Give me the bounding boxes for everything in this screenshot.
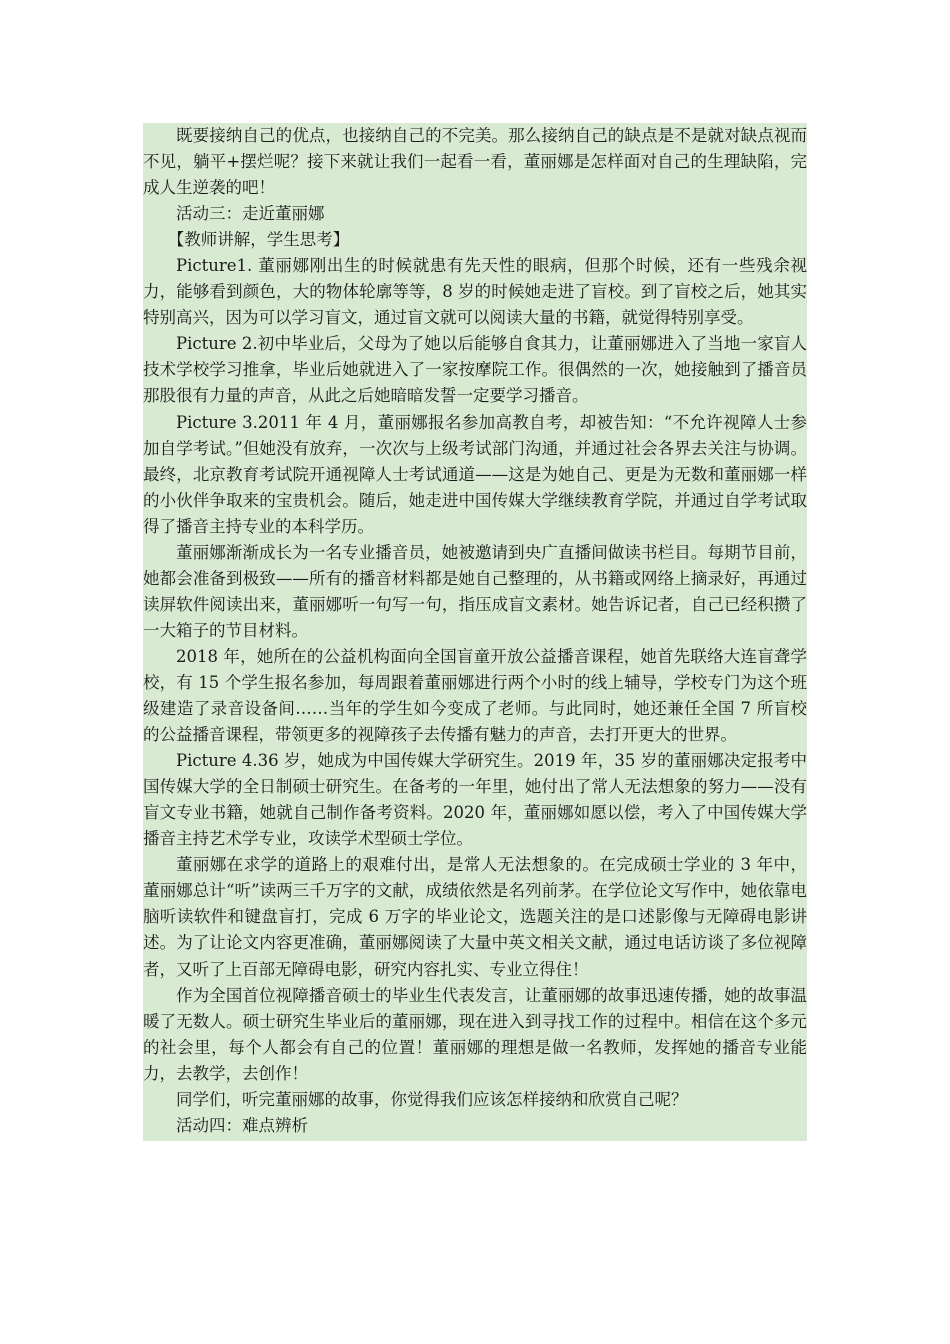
paragraph-2018: 2018 年，她所在的公益机构面向全国盲童开放公益播音课程，她首先联络大连盲聋学校，有 15 个学生报名参加，每周跟着董丽娜进行两个小时的线上辅导，学校专门为这个班级建造了录音设备间……当年的学生如今变成了老师。与此同时，她还兼任全国 7 所盲校的公益播音课程，带领更多的视障孩子去传播有魅力的声音，去打开更大的世界。 <box>143 646 807 745</box>
paragraph-picture-4: Picture 4.36 岁，她成为中国传媒大学研究生。2019 年，35 岁的董丽娜决定报考中国传媒大学的全日制硕士研究生。在备考的一年里，她付出了常人无法想象的努力——没有盲文专业书籍，她就自己制作备考资料。2020 年，董丽娜如愿以偿，考入了中国传媒大学播音主持艺术学专业，攻读学术型硕士学位。 <box>143 751 807 849</box>
paragraph-intro: 既要接纳自己的优点，也接纳自己的不完美。那么接纳自己的缺点是不是就对缺点视而不见，躺平+摆烂呢？接下来就让我们一起看一看，董丽娜是怎样面对自己的生理缺陷，完成人生逆袭的吧！ <box>143 126 807 198</box>
paragraph-picture-3: Picture 3.2011 年 4 月，董丽娜报名参加高教自考，却被告知：“不允许视障人士参加自学考试。”但她没有放弃，一次次与上级考试部门沟通，并通过社会各界去关注与协调。最终，北京教育考试院开通视障人士考试通道——这是为她自己、更是为无数和董丽娜一样的小伙伴争取来的宝贵机会。随后，她走进中国传媒大学继续教育学院，并通过自学考试取得了播音主持专业的本科学历。 <box>143 412 807 536</box>
activity-three-heading: 活动三：走近董丽娜 <box>176 204 325 224</box>
paragraph-broadcaster: 董丽娜渐渐成长为一名专业播音员，她被邀请到央广直播间做读书栏目。每期节目前，她都会准备到极致——所有的播音材料都是她自己整理的，从书籍或网络上摘录好，再通过读屏软件阅读出来，董丽娜听一句写一句，指压成盲文素材。她告诉记者，自己已经积攒了一大箱子的节目材料。 <box>143 542 807 640</box>
paragraph-question: 同学们，听完董丽娜的故事，你觉得我们应该怎样接纳和欣赏自己呢？ <box>176 1089 688 1109</box>
paragraph-picture-1: Picture1. 董丽娜刚出生的时候就患有先天性的眼病，但那个时候，还有一些残余视力，能够看到颜色，大的物体轮廓等等，8 岁的时候她走进了盲校。到了盲校之后，她其实特别高兴，因为可以学习盲文，通过盲文就可以阅读大量的书籍，就觉得特别享受。 <box>143 256 807 328</box>
paragraph-graduation: 作为全国首位视障播音硕士的毕业生代表发言，让董丽娜的故事迅速传播，她的故事温暖了无数人。硕士研究生毕业后的董丽娜，现在进入到寻找工作的过程中。相信在这个多元的社会里，每个人都会有自己的位置！董丽娜的理想是做一名教师，发挥她的播音专业能力，去教学，去创作！ <box>143 985 807 1083</box>
paragraph-study: 董丽娜在求学的道路上的艰难付出，是常人无法想象的。在完成硕士学业的 3 年中，董丽娜总计“听”读两三千万字的文献，成绩依然是名列前茅。在学位论文写作中，她依靠电脑听读软件和键盘盲打，完成 6 万字的毕业论文，选题关注的是口述影像与无障碍电影讲述。为了让论文内容更准确，董丽娜阅读了大量中英文相关文献，通过电话访谈了多位视障者，又听了上百部无障碍电影，研究内容扎实、专业立得住！ <box>143 855 807 979</box>
highlighted-text-block <box>143 123 807 1141</box>
teacher-explain-heading: 【教师讲解，学生思考】 <box>167 230 350 250</box>
paragraph-picture-2: Picture 2.初中毕业后，父母为了她以后能够自食其力，让董丽娜进入了当地一家盲人技术学校学习推拿，毕业后她就进入了一家按摩院工作。很偶然的一次，她接触到了播音员那股很有力量的声音，从此之后她暗暗发誓一定要学习播音。 <box>143 334 807 406</box>
activity-four-heading: 活动四：难点辨析 <box>176 1115 308 1135</box>
